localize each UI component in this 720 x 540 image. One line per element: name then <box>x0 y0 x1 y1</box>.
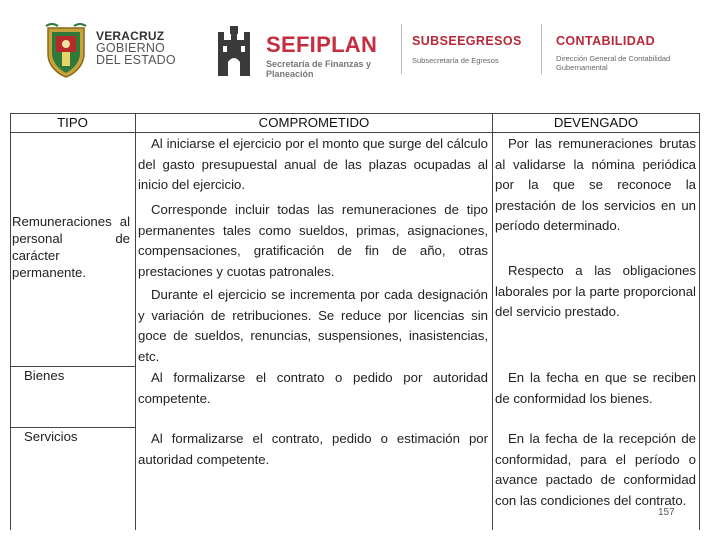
page-number: 157 <box>658 507 675 518</box>
tipo-bienes: Bienes <box>24 368 65 383</box>
devengado-servicios: En la fecha de la recepción de conformidad, para el período o avance pactado de conformidad con las condiciones del contrato. <box>495 431 696 508</box>
tipo-remuneraciones: Remuneraciones al personal de carácter permanente. <box>12 214 130 280</box>
subseegresos-block <box>412 34 522 65</box>
header-row-divider <box>10 132 700 133</box>
subseegresos-subtitle: Subsecretaría de Egresos <box>412 56 499 65</box>
subseegresos-title: SUBSEEGRESOS <box>412 34 522 48</box>
comprometido-remuneraciones-p1: Al iniciarse el ejercicio por el monto que surge del cálculo del gasto presupuestal anual de las plazas ocupadas al inicio del ejercicio. <box>138 136 488 192</box>
header-divider <box>401 24 402 74</box>
comprometido-remuneraciones-p3: Durante el ejercicio se incrementa por cada designación y variación de retribuciones. Se reduce por licencias sin goce de sueldos, renuncias, suspensiones, inasistencias, etc. <box>138 287 488 364</box>
header-divider <box>541 24 542 74</box>
page-header <box>0 0 720 100</box>
table-border-left <box>10 113 11 530</box>
tipo-servicios: Servicios <box>24 429 78 444</box>
veracruz-wordmark <box>96 30 176 66</box>
header-tipo: TIPO <box>57 115 88 130</box>
devengado-remuneraciones-p1: Por las remuneraciones brutas al validarse la nómina periódica por la que se reconoce la prestación de los servicios en un período determinado. <box>495 136 696 233</box>
momentos-contables-table <box>10 113 700 530</box>
contabilidad-block <box>556 34 686 72</box>
devengado-bienes: En la fecha en que se reciben de conformidad los bienes. <box>495 370 696 406</box>
header-comprometido: COMPROMETIDO <box>258 115 370 130</box>
table-border-right <box>699 113 700 530</box>
devengado-remuneraciones-p2: Respecto a las obligaciones laborales por la parte proporcional del servicio prestado. <box>495 263 696 319</box>
contabilidad-subtitle: Dirección General de Contabilidad Gubernamental <box>556 54 671 72</box>
veracruz-crest-icon <box>42 22 90 78</box>
comprometido-remuneraciones-p2: Corresponde incluir todas las remuneraciones de tipo permanentes tales como sueldos, primas, asignaciones, compensaciones, gratificación de fin de año, otras prestaciones y cuotas patronales. <box>138 202 488 279</box>
header-devengado: DEVENGADO <box>553 115 639 130</box>
comprometido-servicios: Al formalizarse el contrato, pedido o estimación por autoridad competente. <box>138 431 488 467</box>
sefiplan-subtitle: Secretaría de Finanzas y Planeación <box>266 59 372 79</box>
sefiplan-castle-icon <box>212 24 256 80</box>
veracruz-line1: VERACRUZ <box>96 29 165 43</box>
contabilidad-title: CONTABILIDAD <box>556 34 656 48</box>
comprometido-bienes: Al formalizarse el contrato o pedido por autoridad competente. <box>138 370 488 406</box>
column-divider <box>492 113 493 530</box>
sefiplan-logo <box>212 24 392 84</box>
veracruz-line3: DEL ESTADO <box>96 53 176 67</box>
veracruz-line2: GOBIERNO <box>96 41 165 55</box>
sefiplan-wordmark: SEFIPLAN <box>266 32 378 57</box>
veracruz-logo <box>42 22 182 80</box>
column-divider <box>135 113 136 530</box>
